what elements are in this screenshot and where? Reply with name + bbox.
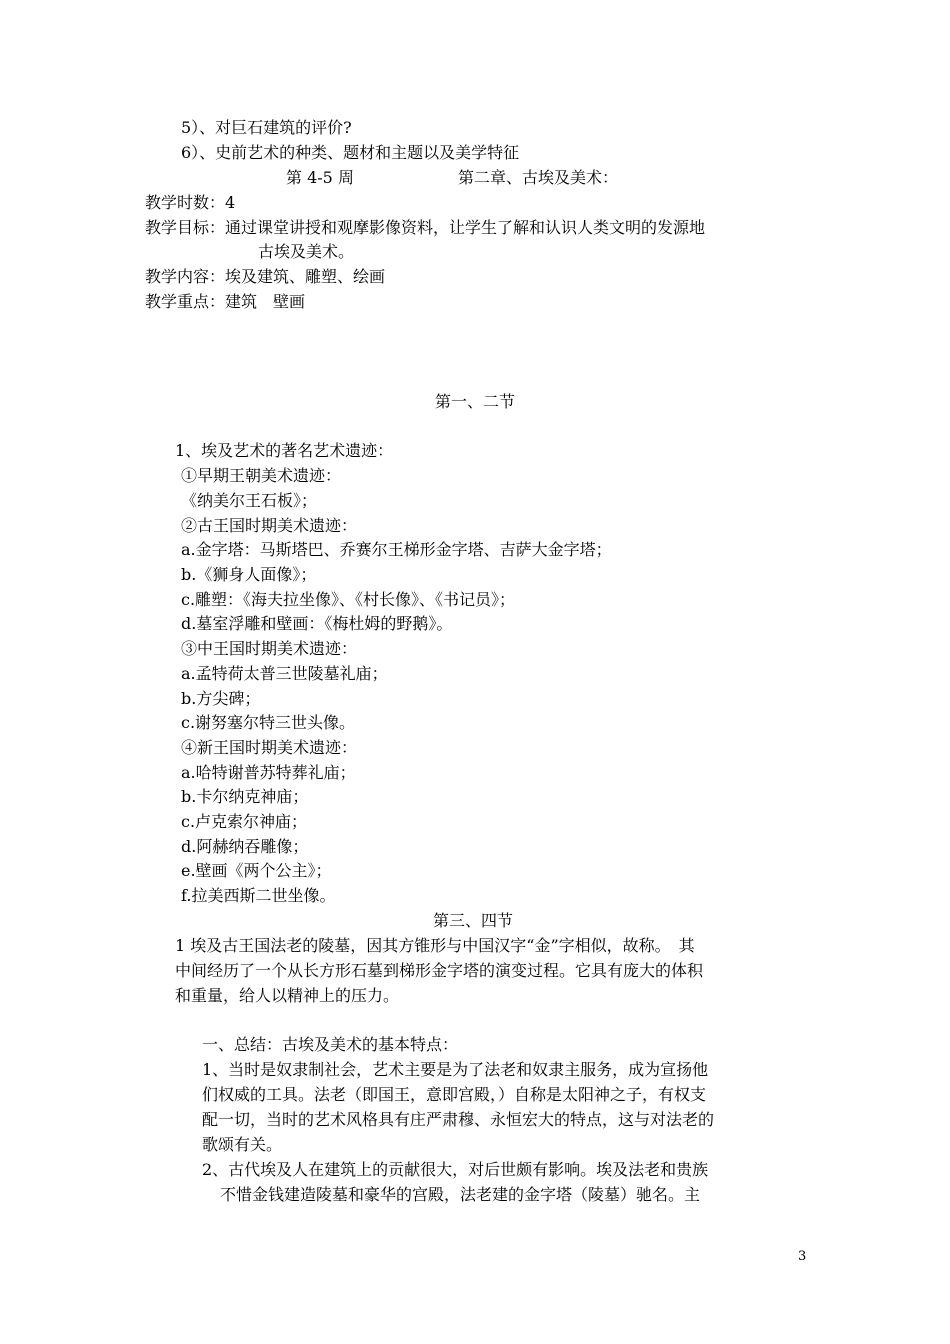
section-intro: 1、埃及艺术的著名艺术遗迹： bbox=[175, 441, 394, 460]
list-item: d.墓室浮雕和壁画：《梅杜姆的野鹅》。 bbox=[181, 614, 453, 633]
list-item: 《纳美尔王石板》； bbox=[181, 491, 318, 510]
summary-line: 配一切，当时的艺术风格具有庄严肃穆、永恒宏大的特点，这与对法老的 bbox=[202, 1110, 715, 1129]
list-item: a.金字塔：马斯塔巴、乔赛尔王梯形金字塔、吉萨大金字塔； bbox=[181, 540, 612, 559]
list-item: e.壁画《两个公主》； bbox=[181, 861, 332, 880]
summary-line: 1、当时是奴隶制社会，艺术主要是为了法老和奴隶主服务，成为宣扬他 bbox=[202, 1060, 709, 1079]
list-item: f.拉美西斯二世坐像。 bbox=[181, 886, 336, 905]
list-item: b.卡尔纳克神庙； bbox=[181, 787, 309, 806]
list-item: b.《狮身人面像》； bbox=[181, 565, 317, 584]
summary-line: 歌颂有关。 bbox=[202, 1135, 283, 1154]
list-item: ③中王国时期美术遗迹： bbox=[181, 639, 358, 658]
section-heading: 第三、四节 bbox=[433, 911, 514, 930]
chapter-title: 第二章、古埃及美术： bbox=[458, 168, 619, 187]
summary-line: 不惜金钱建造陵墓和豪华的宫殿，法老建的金字塔（陵墓）驰名。主 bbox=[220, 1185, 701, 1204]
teaching-goal: 教学目标：通过课堂讲授和观摩影像资料，让学生了解和认识人类文明的发源地 bbox=[145, 218, 706, 237]
chapter-week: 第 4-5 周 bbox=[286, 168, 354, 187]
list-item: d.阿赫纳吞雕像； bbox=[181, 837, 309, 856]
summary-heading: 一、总结：古埃及美术的基本特点： bbox=[202, 1035, 459, 1054]
list-item: c.雕塑：《海夫拉坐像》、《村长像》、《书记员》； bbox=[181, 590, 516, 609]
teaching-hours: 教学时数：4 bbox=[145, 193, 236, 212]
paragraph-line: 和重量，给人以精神上的压力。 bbox=[175, 986, 400, 1005]
teaching-focus: 教学重点：建筑 壁画 bbox=[145, 292, 306, 311]
list-item: a.孟特荷太普三世陵墓礼庙； bbox=[181, 664, 388, 683]
teaching-content: 教学内容：埃及建筑、雕塑、绘画 bbox=[145, 267, 386, 286]
list-item: b.方尖碑； bbox=[181, 689, 261, 708]
paragraph-line: 中间经历了一个从长方形石墓到梯形金字塔的演变过程。它具有庞大的体积 bbox=[175, 961, 704, 980]
summary-line: 们权威的工具。法老（即国王，意即宫殿，）自称是太阳神之子，有权支 bbox=[202, 1085, 707, 1104]
list-item: c.谢努塞尔特三世头像。 bbox=[181, 713, 356, 732]
page-number: 3 bbox=[798, 1249, 807, 1264]
list-item: c.卢克索尔神庙； bbox=[181, 812, 308, 831]
teaching-goal-cont: 古埃及美术。 bbox=[258, 242, 355, 261]
list-item: a.哈特谢普苏特葬礼庙； bbox=[181, 763, 356, 782]
summary-line: 2、古代埃及人在建筑上的贡献很大，对后世颇有影响。埃及法老和贵族 bbox=[202, 1160, 709, 1179]
list-item: ④新王国时期美术遗迹： bbox=[181, 738, 358, 757]
paragraph-line: 1 埃及古王国法老的陵墓，因其方锥形与中国汉字“金”字相似，故称。 其 bbox=[175, 936, 695, 955]
header-item: 5）、对巨石建筑的评价? bbox=[181, 118, 352, 137]
list-item: ①早期王朝美术遗迹： bbox=[181, 466, 342, 485]
header-item: 6）、史前艺术的种类、题材和主题以及美学特征 bbox=[181, 143, 520, 162]
section-heading: 第一、二节 bbox=[434, 392, 515, 411]
list-item: ②古王国时期美术遗迹： bbox=[181, 516, 358, 535]
